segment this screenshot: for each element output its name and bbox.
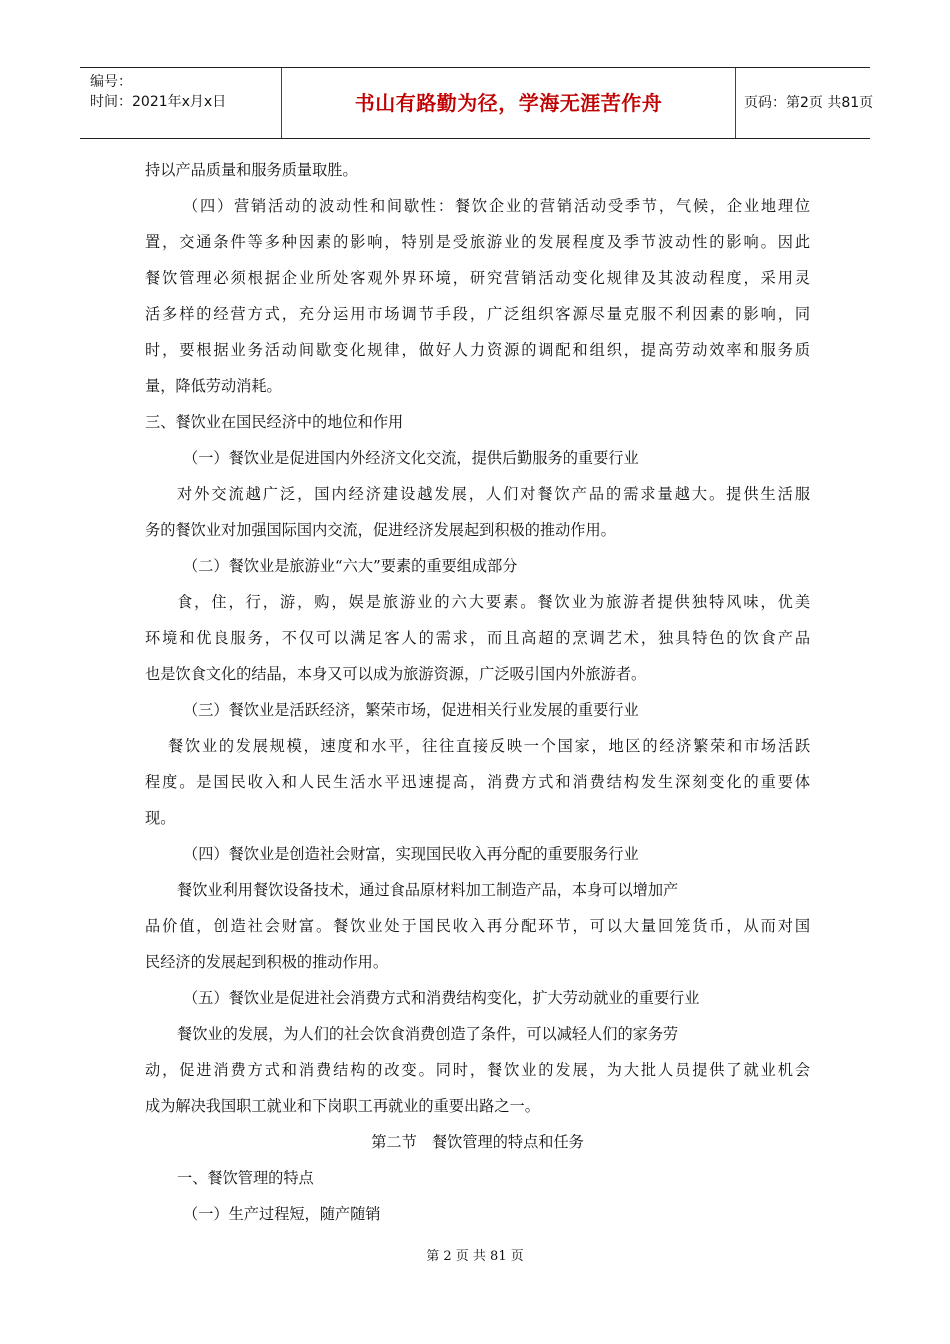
- paragraph-line: 也是饮食文化的结晶，本身又可以成为旅游资源，广泛吸引国内外旅游者。: [145, 665, 647, 683]
- paragraph-line: 环境和优良服务，不仅可以满足客人的需求，而且高超的烹调艺术，独具特色的饮食产品: [145, 629, 810, 647]
- page-footer: 第 2 页 共 81 页: [426, 1249, 524, 1264]
- subsection-heading: （二）餐饮业是旅游业“六大”要素的重要组成部分: [183, 557, 518, 575]
- header-motto: 书山有路勤为径，学海无涯苦作舟: [282, 68, 736, 138]
- page-header: [80, 67, 874, 139]
- subsection-heading: （三）餐饮业是活跃经济，繁荣市场，促进相关行业发展的重要行业: [183, 701, 639, 719]
- serial-number-label: 编号：: [90, 74, 132, 90]
- paragraph-line: 务的餐饮业对加强国际国内交流，促进经济发展起到积极的推动作用。: [145, 521, 616, 539]
- date-line: 时间：2021年x月x日: [90, 94, 227, 110]
- paragraph-line: 置，交通条件等多种因素的影响，特别是受旅游业的发展程度及季节波动性的影响。因此: [145, 233, 810, 251]
- paragraph-line: 成为解决我国职工就业和下岗职工再就业的重要出路之一。: [145, 1097, 540, 1115]
- paragraph-line: 食，住，行，游，购，娱是旅游业的六大要素。餐饮业为旅游者提供独特风味，优美: [177, 593, 810, 611]
- document-body: [145, 152, 810, 1232]
- section-heading: 三、餐饮业在国民经济中的地位和作用: [145, 413, 404, 431]
- paragraph-line: （四）营销活动的波动性和间歇性：餐饮企业的营销活动受季节，气候，企业地理位: [183, 197, 810, 215]
- paragraph-line: 持以产品质量和服务质量取胜。: [145, 161, 358, 179]
- paragraph-line: 量，降低劳动消耗。: [145, 377, 282, 395]
- subsection-heading: （五）餐饮业是促进社会消费方式和消费结构变化，扩大劳动就业的重要行业: [183, 989, 700, 1007]
- paragraph-line: 餐饮业利用餐饮设备技术，通过食品原材料加工制造产品，本身可以增加产: [177, 881, 679, 899]
- chapter-section-title: 第二节 餐饮管理的特点和任务: [371, 1133, 584, 1151]
- paragraph-line: 民经济的发展起到积极的推动作用。: [145, 953, 388, 971]
- subsection-heading: （一）生产过程短，随产随销: [183, 1205, 381, 1223]
- paragraph-line: 现。: [145, 809, 176, 827]
- paragraph-line: 餐饮管理必须根据企业所处客观外界环境，研究营销活动变化规律及其波动程度，采用灵: [145, 269, 810, 287]
- paragraph-line: 对外交流越广泛，国内经济建设越发展，人们对餐饮产品的需求量越大。提供生活服: [177, 485, 810, 503]
- header-meta-cell: [80, 68, 282, 138]
- section-heading: 一、餐饮管理的特点: [177, 1169, 314, 1187]
- subsection-heading: （四）餐饮业是创造社会财富，实现国民收入再分配的重要服务行业: [183, 845, 639, 863]
- paragraph-line: 餐饮业的发展规模，速度和水平，往往直接反映一个国家，地区的经济繁荣和市场活跃: [168, 737, 810, 755]
- paragraph-line: 餐饮业的发展，为人们的社会饮食消费创造了条件，可以减轻人们的家务劳: [177, 1025, 679, 1043]
- paragraph-line: 时，要根据业务活动间歇变化规律，做好人力资源的调配和组织，提高劳动效率和服务质: [145, 341, 810, 359]
- header-page-info: 页码：第2页 共81页: [744, 95, 874, 111]
- paragraph-line: 活多样的经营方式，充分运用市场调节手段，广泛组织客源尽量克服不利因素的影响，同: [145, 305, 810, 323]
- paragraph-line: 程度。是国民收入和人民生活水平迅速提高，消费方式和消费结构发生深刻变化的重要体: [145, 773, 810, 791]
- paragraph-line: 品价值，创造社会财富。餐饮业处于国民收入再分配环节，可以大量回笼货币，从而对国: [145, 917, 810, 935]
- paragraph-line: 动，促进消费方式和消费结构的改变。同时，餐饮业的发展，为大批人员提供了就业机会: [145, 1061, 810, 1079]
- subsection-heading: （一）餐饮业是促进国内外经济文化交流，提供后勤服务的重要行业: [183, 449, 639, 467]
